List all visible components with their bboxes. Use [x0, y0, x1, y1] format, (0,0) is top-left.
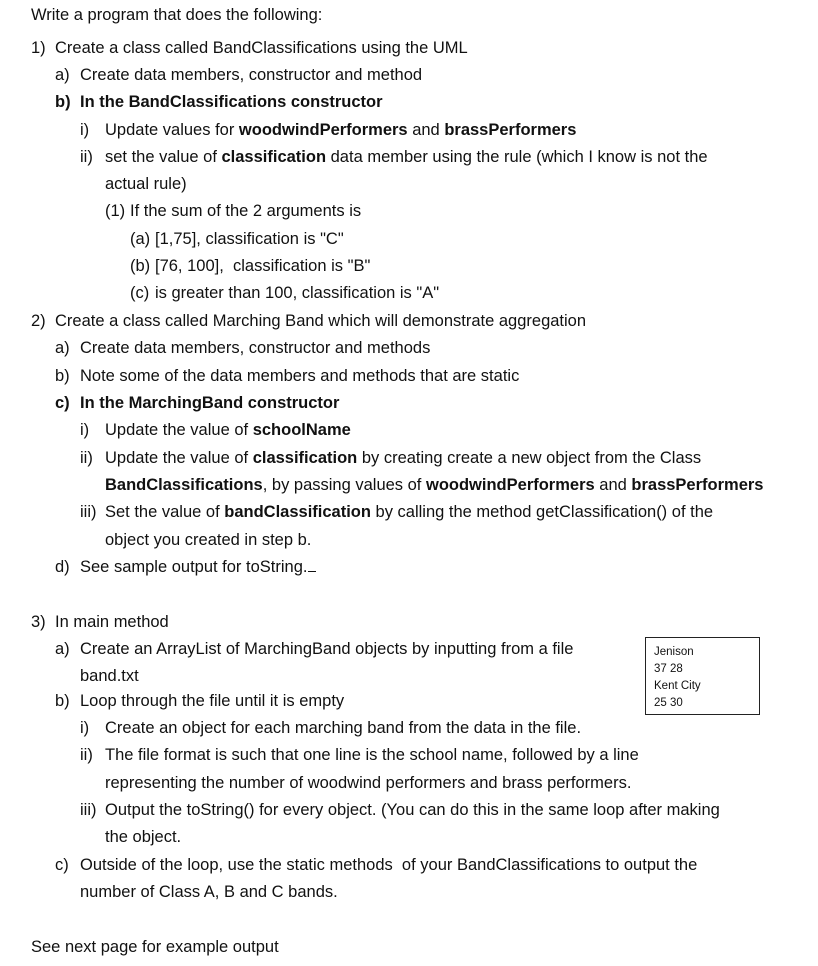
file-line-counts-2: 25 30	[654, 697, 683, 709]
section-3c	[55, 855, 697, 875]
section-1b-number: b)	[55, 93, 71, 111]
section-2-number: 2)	[31, 312, 46, 330]
section-1b	[55, 92, 383, 112]
file-line-school-1: Jenison	[654, 646, 694, 658]
section-1b-text: In the BandClassifications constructor	[80, 93, 383, 111]
rule-c-text: is greater than 100, classification is "A"	[155, 284, 440, 302]
section-1b-ii	[80, 147, 708, 167]
section-2b	[55, 366, 519, 386]
section-3b-iii-text: Output the toString() for every object. (You can do this in the same loop after making	[105, 801, 720, 819]
rule-a-number: (a)	[130, 230, 151, 248]
section-3b-number: b)	[55, 692, 70, 710]
brass-performers-term-2: brassPerformers	[631, 476, 764, 494]
section-3a-cont: band.txt	[80, 667, 139, 685]
section-2d-number: d)	[55, 558, 70, 576]
section-3b-iii	[80, 800, 720, 820]
band-classification-term: bandClassification	[224, 503, 371, 521]
section-3b-i	[80, 718, 581, 738]
section-3a-text: Create an ArrayList of MarchingBand objects by inputting from a file	[80, 640, 574, 658]
section-2a-text: Create data members, constructor and methods	[80, 339, 431, 357]
section-2c-ii-cont-and: and	[594, 476, 632, 494]
section-1b-i-pre: Update values for	[105, 121, 239, 139]
rule-a	[130, 229, 344, 249]
section-2a	[55, 338, 430, 358]
section-3b-text: Loop through the file until it is empty	[80, 692, 345, 710]
rule-1-number: (1)	[105, 202, 126, 220]
section-3	[31, 612, 169, 632]
section-2c-number: c)	[55, 394, 70, 412]
section-3b-i-text: Create an object for each marching band from the data in the file.	[105, 719, 582, 737]
section-3b	[55, 691, 344, 711]
rule-1-text: If the sum of the 2 arguments is	[130, 202, 362, 220]
rule-1	[105, 201, 361, 221]
section-1-number: 1)	[31, 39, 46, 57]
section-3b-iii-number: iii)	[80, 801, 97, 819]
rule-b	[130, 256, 370, 276]
section-1a-text: Create data members, constructor and method	[80, 66, 423, 84]
section-3c-cont: number of Class A, B and C bands.	[80, 883, 338, 901]
section-2c-text: In the MarchingBand constructor	[80, 394, 340, 412]
footer-note: See next page for example output	[31, 938, 279, 956]
section-1b-ii-post: data member using the rule (which I know is not the	[326, 148, 708, 166]
brass-performers-term: brassPerformers	[444, 121, 577, 139]
section-2	[31, 311, 586, 331]
section-2c-ii-pre: Update the value of	[105, 449, 253, 467]
section-1a	[55, 65, 422, 85]
section-1	[31, 38, 468, 58]
rule-b-number: (b)	[130, 257, 151, 275]
section-2c-ii-post: by creating create a new object from the Class	[357, 449, 702, 467]
rule-a-text: [1,75], classification is "C"	[155, 230, 344, 248]
section-2c-i-number: i)	[80, 421, 90, 439]
school-name-term: schoolName	[252, 421, 351, 439]
section-2c-ii-cont-mid: , by passing values of	[262, 476, 426, 494]
rule-c	[130, 283, 439, 303]
section-2d-text: See sample output for toString.	[80, 558, 308, 576]
section-2c-iii	[80, 502, 713, 522]
intro-text: Write a program that does the following:	[31, 6, 323, 24]
section-3a	[55, 639, 573, 659]
section-2c	[55, 393, 339, 413]
section-3b-i-number: i)	[80, 719, 90, 737]
section-3c-number: c)	[55, 856, 69, 874]
classification-term: classification	[221, 148, 327, 166]
section-2c-ii	[80, 448, 701, 468]
section-2b-text: Note some of the data members and methods that are static	[80, 367, 520, 385]
section-3b-iii-cont: the object.	[105, 828, 182, 846]
section-1b-ii-number: ii)	[80, 148, 93, 166]
classification-term-2: classification	[252, 449, 358, 467]
section-1b-i-number: i)	[80, 121, 90, 139]
section-3b-ii-text: The file format is such that one line is the school name, followed by a line	[105, 746, 639, 764]
section-2c-ii-cont	[105, 475, 763, 495]
section-2b-number: b)	[55, 367, 70, 385]
rule-c-number: (c)	[130, 284, 150, 302]
section-1b-ii-pre: set the value of	[105, 148, 222, 166]
section-2d	[55, 557, 316, 577]
section-2c-iii-pre: Set the value of	[105, 503, 225, 521]
section-2c-iii-post: by calling the method getClassification() of the	[370, 503, 714, 521]
section-1b-i	[80, 120, 576, 140]
section-1b-i-mid: and	[407, 121, 445, 139]
section-2c-ii-number: ii)	[80, 449, 93, 467]
section-3b-ii-cont: representing the number of woodwind performers and brass performers.	[105, 774, 632, 792]
section-2-text: Create a class called Marching Band which will demonstrate aggregation	[55, 312, 587, 330]
section-1a-number: a)	[55, 66, 70, 84]
section-3-text: In main method	[55, 613, 169, 631]
woodwind-performers-term: woodwindPerformers	[238, 121, 408, 139]
section-3b-ii	[80, 745, 639, 765]
section-2c-i-pre: Update the value of	[105, 421, 253, 439]
section-1b-ii-cont: actual rule)	[105, 175, 187, 193]
trailing-underline	[308, 559, 316, 572]
rule-b-text: [76, 100], classification is "B"	[155, 257, 371, 275]
file-line-school-2: Kent City	[654, 680, 701, 692]
section-2c-i	[80, 420, 351, 440]
section-2a-number: a)	[55, 339, 70, 357]
section-3-number: 3)	[31, 613, 46, 631]
section-3a-number: a)	[55, 640, 70, 658]
section-1-text: Create a class called BandClassifications using the UML	[55, 39, 468, 57]
section-3c-text: Outside of the loop, use the static methods of your BandClassifications to output the	[80, 856, 698, 874]
section-2c-iii-number: iii)	[80, 503, 97, 521]
file-line-counts-1: 37 28	[654, 663, 683, 675]
band-file-sample-box	[645, 637, 760, 715]
woodwind-performers-term-2: woodwindPerformers	[425, 476, 595, 494]
section-2c-iii-cont: object you created in step b.	[105, 531, 312, 549]
band-classifications-term: BandClassifications	[105, 476, 263, 494]
section-3b-ii-number: ii)	[80, 746, 93, 764]
